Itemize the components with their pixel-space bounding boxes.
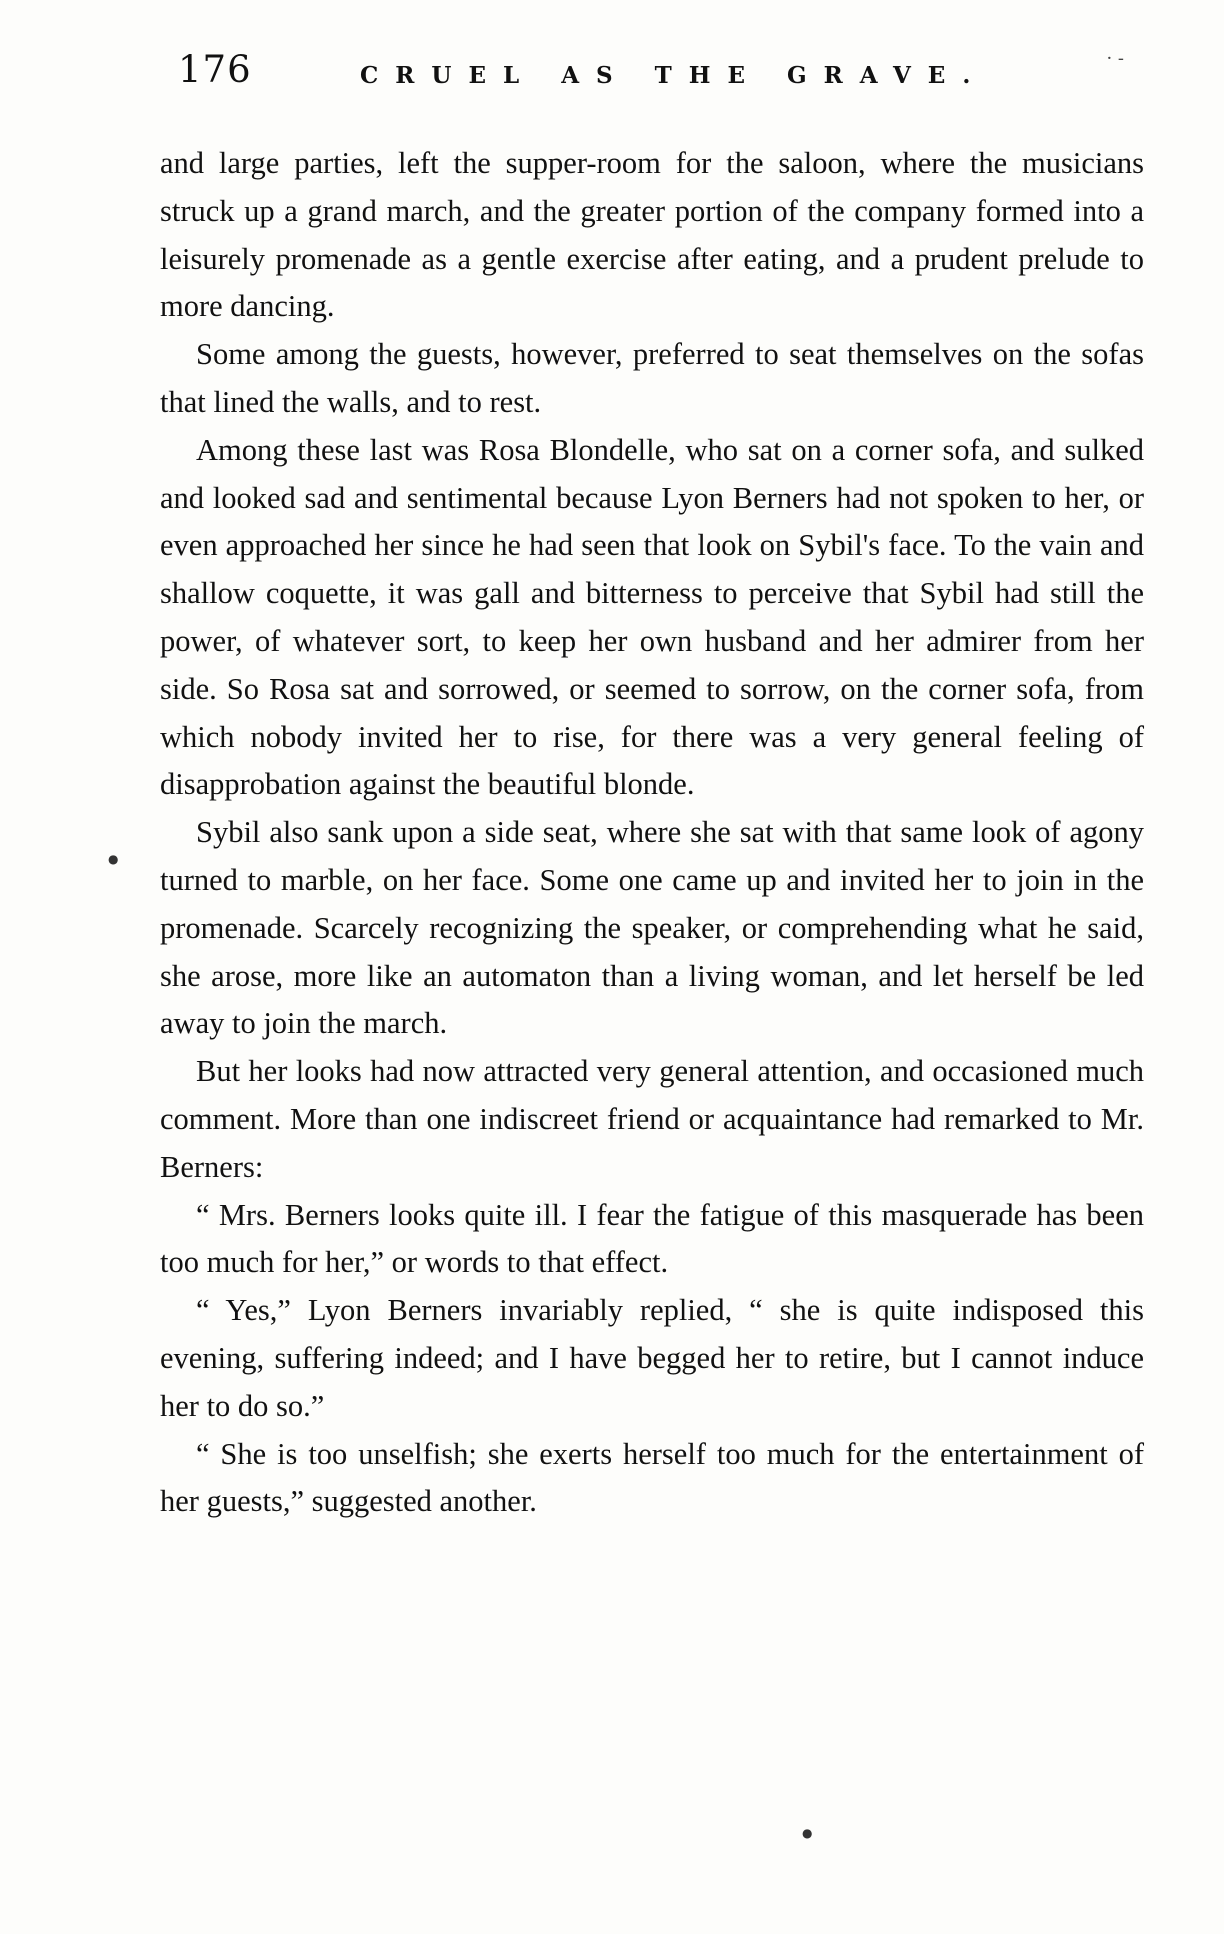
print-speck: ● xyxy=(108,852,119,866)
paragraph: But her looks had now attracted very general attention, and occasioned much comment. More than one indiscreet friend or acquaintance had remarked to Mr. Berners: xyxy=(160,1054,1144,1184)
print-speck: ● xyxy=(802,1826,813,1840)
page-header xyxy=(160,48,1144,108)
body-text xyxy=(160,140,1144,1526)
page-number: 176 xyxy=(178,48,252,91)
print-speck: · ‐ xyxy=(1106,48,1124,69)
paragraph: “ Mrs. Berners looks quite ill. I fear the fatigue of this masquerade has been too much for her,” or words to that effect. xyxy=(160,1197,1144,1280)
paragraph: “ She is too unselfish; she exerts herself too much for the entertainment of her guests,” suggested another. xyxy=(160,1436,1144,1519)
paragraph: Some among the guests, however, preferred to seat themselves on the sofas that lined the walls, and to rest. xyxy=(160,337,1144,419)
running-title: CRUEL AS THE GRAVE. xyxy=(360,62,988,89)
paragraph: “ Yes,” Lyon Berners invariably replied, “ she is quite indisposed this evening, suffering indeed; and I have begged her to retire, but I cannot induce her to do so.” xyxy=(160,1293,1144,1423)
paragraph: and large parties, left the supper-room for the saloon, where the musicians struck up a grand march, and the greater portion of the company formed into a leisurely promenade as a gentle exercise after eating, and a prudent prelude to more dancing. xyxy=(160,146,1144,324)
paragraph: Among these last was Rosa Blondelle, who sat on a corner sofa, and sulked and looked sad and sentimental because Lyon Berners had not spoken to her, or even approached her since he had seen that look on Sybil's face. To the vain and shallow coquette, it was gall and bitterness to perceive that Sybil had still the power, of whatever sort, to keep her own husband and her admirer from her side. So Rosa sat and sorrowed, or seemed to sorrow, on the corner sofa, from which nobody invited her to rise, for there was a very general feeling of disapprobation against the beautiful blonde. xyxy=(160,432,1144,802)
paragraph: Sybil also sank upon a side seat, where she sat with that same look of agony turned to marble, on her face. Some one came up and invited her to join in the promenade. Scarcely recognizing the speaker, or comprehending what he said, she arose, more like an automaton than a living woman, and let herself be led away to join the march. xyxy=(160,815,1144,1041)
